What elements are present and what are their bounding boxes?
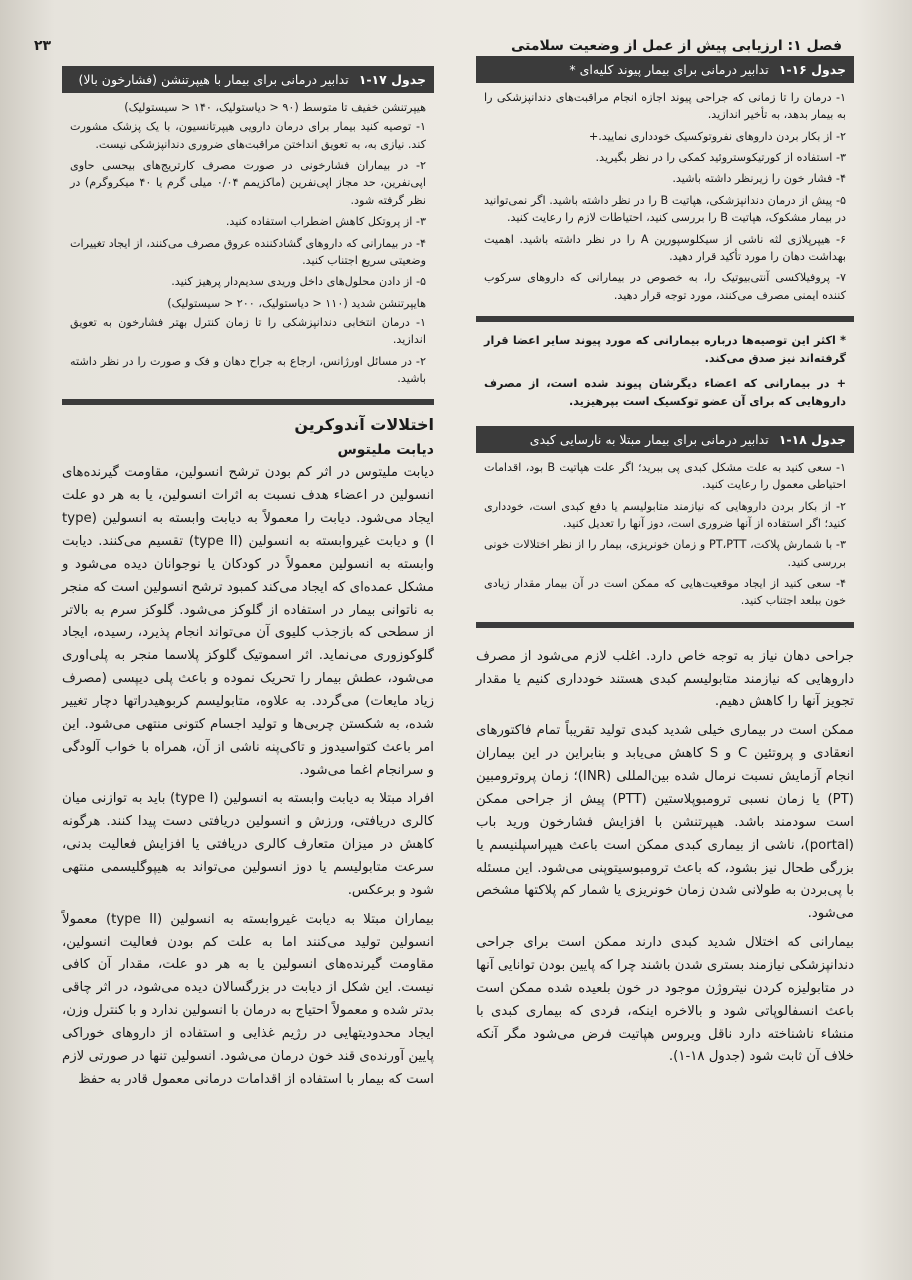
table-17-item: ۲- در مسائل اورژانس، ارجاع به جراح دهان و فک و صورت را در نظر داشته باشید. <box>70 354 426 386</box>
table-17-subheading: هایپرتنشن شدید (۱۱۰ < دیاستولیک، ۲۰۰ < سیستولیک) <box>167 296 426 310</box>
table-16-body <box>476 83 854 312</box>
table-17-item: ۵- از دادن محلول‌های داخل وریدی سدیم‌دار پرهیز کنید. <box>171 275 426 289</box>
table-17-item: ۳- از پروتکل کاهش اضطراب استفاده کنید. <box>225 215 426 229</box>
right-column <box>476 56 854 1075</box>
table-17-item: ۲- در بیماران فشارخونی در صورت مصرف کارتریج‌های بیحسی حاوی اپی‌نفرین، حد مجاز اپی‌نفرین (ماکزیمم ۰/۰۴ میلی گرم یا ۴۰ میکروگرم) در نظر گرفته شود. <box>70 159 426 207</box>
table-16-item: ۴- فشار خون را زیرنظر داشته باشید. <box>672 172 846 186</box>
table-16-item: ۳- استفاده از کورتیکوستروئید کمکی را در نظر بگیرید. <box>595 151 846 165</box>
left-body-text <box>62 462 434 1091</box>
table-16-title: تدابیر درمانی برای بیمار پیوند کلیه‌ای * <box>569 62 769 77</box>
table-17-header <box>62 66 434 93</box>
table-18-item: ۱- سعی کنید به علت مشکل کبدی پی ببرید؛ اگر علت هپاتیت B بود، اقدامات احتیاطی معمول را رعایت کنید. <box>484 460 846 492</box>
table-18-item: ۳- با شمارش پلاکت، PT،PTT و زمان خونریزی، بیمار را از نظر اختلالات خونی بررسی کنید. <box>484 538 846 569</box>
table-16-item: ۱- درمان را تا زمانی که جراحی پیوند اجازه انجام مراقبت‌های دندانپزشکی را به بیمار بدهد، به تأخیر اندازید. <box>484 91 846 122</box>
subsection-title: دیابت ملیتوس <box>337 442 434 459</box>
table-18-body <box>476 453 854 618</box>
table-18-title: تدابیر درمانی برای بیمار مبتلا به نارسایی کبدی <box>529 431 769 447</box>
body-paragraph: دیابت ملیتوس در اثر کم بودن ترشح انسولین، مقاومت گیرنده‌های انسولین در اعضاء هدف نسبت به اثرات انسولین، یا به هر دو علت ایجاد می‌شود. دیابت را معمولاً به دیابت وابسته به انسولین (type I) و دیابت غیروابسته به انسولین (type II) تقسیم می‌کنند. دیابت وابسته به انسولین معمولاً در کودکان یا نوجوانان دیده می‌شود و مشکل عمده‌ای که ایجاد می‌کند کمبود ترشح انسولین است که منجر به ناتوانی بیمار در استفاده از گلوکز می‌شود. گلوکز سرم به بالاتر از سطحی که بازجذب کلیوی آن می‌تواند انجام پذیرد، رسیده، ایجاد گلوکوزوری می‌نماید. اثر اسموتیک گلوکز پلاسما منجر به پلی‌اوری می‌شود، عطش بیمار را تحریک نموده و باعث پلی دیپسی (مصرف زیاد مایعات) می‌گردد. به علاوه، متابولیسم کربوهیدراتها دچار تغییر شده، به شکستن چربی‌ها و تولید اجسام کتونی منتهی می‌شود. این امر باعث کتواسیدوز و تاکی‌پنه ناشی از آن، همراه با خواب آلودگی و سرانجام اغما می‌شود. <box>62 465 435 778</box>
page-number: ۲۳ <box>34 38 52 54</box>
body-paragraph: افراد مبتلا به دیابت وابسته به انسولین (type I) باید به توازنی میان کالری دریافتی، ورزش و انسولین دریافتی دست پیدا کنند. هرگونه کاهش در میزان متعارف کالری دریافتی یا افزایش فعالیت بدنی، سرعت متابولیسم یا دوز انسولین می‌تواند به هیپوگلیسمی منتهی شود و برعکس. <box>62 791 434 898</box>
table-17-subheading: هیپرتنشن خفیف تا متوسط (۹۰ < دیاستولیک، ۱۴۰ < سیستولیک) <box>124 101 426 114</box>
table-17-title: تدابیر درمانی برای بیمار با هیپرتنشن (فشارخون بالا) <box>78 72 349 87</box>
table-17-item: ۱- درمان انتخابی دندانپزشکی را تا زمان کنترل بهتر فشارخون به تعویق اندازید. <box>70 315 426 347</box>
right-body-text <box>476 646 854 1069</box>
table-16-item: ۷- پروفیلاکسی آنتی‌بیوتیک را، به خصوص در بیمارانی که داروهای سرکوب کننده ایمنی مصرف می‌کنند، مورد توجه قرار دهید. <box>484 271 846 302</box>
body-paragraph: بیمارانی که اختلال شدید کبدی دارند ممکن است برای جراحی دندانپزشکی نیازمند بستری شدن باشند چرا که پایین بودن توانایی آنها در متابولیزه کردن نیتروژن موجود در خون بلعیده شده ممکن است باعث انسفالوپاتی شود و بالاخره اینکه، فردی که بیماری کبدی با منشاء ناشناخته دارد ناقل ویروس هپاتیت فرض می‌شود مگر آنکه خلاف آن ثابت شود (جدول ۱۸-۱). <box>476 935 854 1065</box>
footnote-star: * اکثر این توصیه‌ها درباره بیمارانی که مورد پیوند سایر اعضا قرار گرفته‌اند نیز صدق می‌کند. <box>484 333 846 366</box>
table-16-item: ۵- پیش از درمان دندانپزشکی، هپاتیت B را در نظر داشته باشید. اگر نمی‌توانید در بیمار مشکوک، هپاتیت B را بررسی کنید، احتیاطات لازم را رعایت کنید. <box>484 193 846 225</box>
chapter-title: فصل ۱: ارزیابی پیش از عمل از وضعیت سلامتی <box>511 38 842 54</box>
table-17-body <box>62 93 434 395</box>
table-17-item: ۱- توصیه کنید بیمار برای درمان دارویی هیپرتانسیون، با یک پزشک مشورت کند. نیازی به، به تعویق انداختن مراقبت‌های ضروری دندانپزشکی نیست. <box>70 120 426 151</box>
body-paragraph: بیماران مبتلا به دیابت غیروابسته به انسولین (type II) معمولاً انسولین تولید می‌کنند اما به علت کم بودن فعالیت انسولین، مقاومت گیرنده‌های انسولین یا به هر دو علت، مقدار آن کافی نیست. این شکل از دیابت در بزرگسالان دیده می‌شود، در اثر چاقی بدتر شده و معمولاً احتیاج به درمان با انسولین ندارد و با کنترل وزن، ایجاد محدودیتهایی در رژیم غذایی و استفاده از داروهای خوراکی پایین آورنده‌ی قند خون درمان می‌شود. انسولین تنها در صورتی لازم است که بیمار با استفاده از اقدامات درمانی معمول قادر به حفظ <box>62 911 434 1087</box>
table-18-item: ۲- از بکار بردن داروهایی که نیازمند متابولیسم یا دفع کبدی است، خودداری کنید؛ اگر استفاده از آنها ضروری است، دوز آنها را تعدیل کنید. <box>484 499 846 530</box>
body-paragraph: جراحی دهان نیاز به توجه خاص دارد. اغلب لازم می‌شود از مصرف داروهایی که نیازمند متابولیسم کبدی هستند خودداری کنیم یا مقدار تجویز آنها را کاهش دهیم. <box>476 648 854 710</box>
table-16-item: ۲- از بکار بردن داروهای نفروتوکسیک خودداری نمایید.+ <box>588 129 846 143</box>
table-18-number: جدول ۱۸-۱ <box>778 431 846 447</box>
left-column <box>62 66 434 1098</box>
table-18-item: ۴- سعی کنید از ایجاد موقعیت‌هایی که ممکن است در آن بیمار مقدار زیادی خون ببلعد اجتناب کنید. <box>484 577 846 608</box>
table-17-number: جدول ۱۷-۱ <box>358 72 426 87</box>
page-header <box>34 38 842 54</box>
table-18-header <box>476 426 854 453</box>
section-title: اختلالات آندوکرین <box>294 415 434 435</box>
table-16-number: جدول ۱۶-۱ <box>778 62 846 77</box>
table-16-header <box>476 56 854 83</box>
footnote-plus: + در بیمارانی که اعضاء دیگرشان پیوند شده است، از مصرف داروهایی که برای آن عضو توکسیک است بپرهیزید. <box>484 376 846 409</box>
table-17-item: ۴- در بیمارانی که داروهای گشادکننده عروق مصرف می‌کنند، از ایجاد تغییرات وضعیتی سریع اجتناب کنید. <box>70 236 426 267</box>
table-16-item: ۶- هیپرپلازی لثه ناشی از سیکلوسپورین A را در نظر داشته باشید. اهمیت بهداشت دهان را مورد تأکید قرار دهید. <box>484 232 847 263</box>
body-paragraph: ممکن است در بیماری خیلی شدید کبدی تولید تقریباً تمام فاکتورهای انعقادی و پروتئین C و S کاهش می‌یابد و بنابراین در این بیماران انجام آزمایش نسبت نرمال شده بین‌المللی (INR)؛ زمان پروترومبین (PT) یا زمان نسبی ترومبوپلاستین (PTT) پیش از جراحی ممکن است سودمند باشد. هیپرتنشن با افزایش فشارخون ورید باب (portal)، ناشی از بیماری کبدی ممکن است باعث هیپراسپلنیسم یا بزرگی طحال نیز بشود، که باعث ترومبوسیتوپنی می‌شود. این مسئله با پی‌بردن به طولانی شدن زمان خونریزی یا شمار کم پلاکتها مشخص می‌شود. <box>476 723 855 922</box>
table-18-bottom-rule <box>476 622 854 628</box>
table-footnotes <box>476 322 854 426</box>
table-17-bottom-rule <box>62 399 434 405</box>
